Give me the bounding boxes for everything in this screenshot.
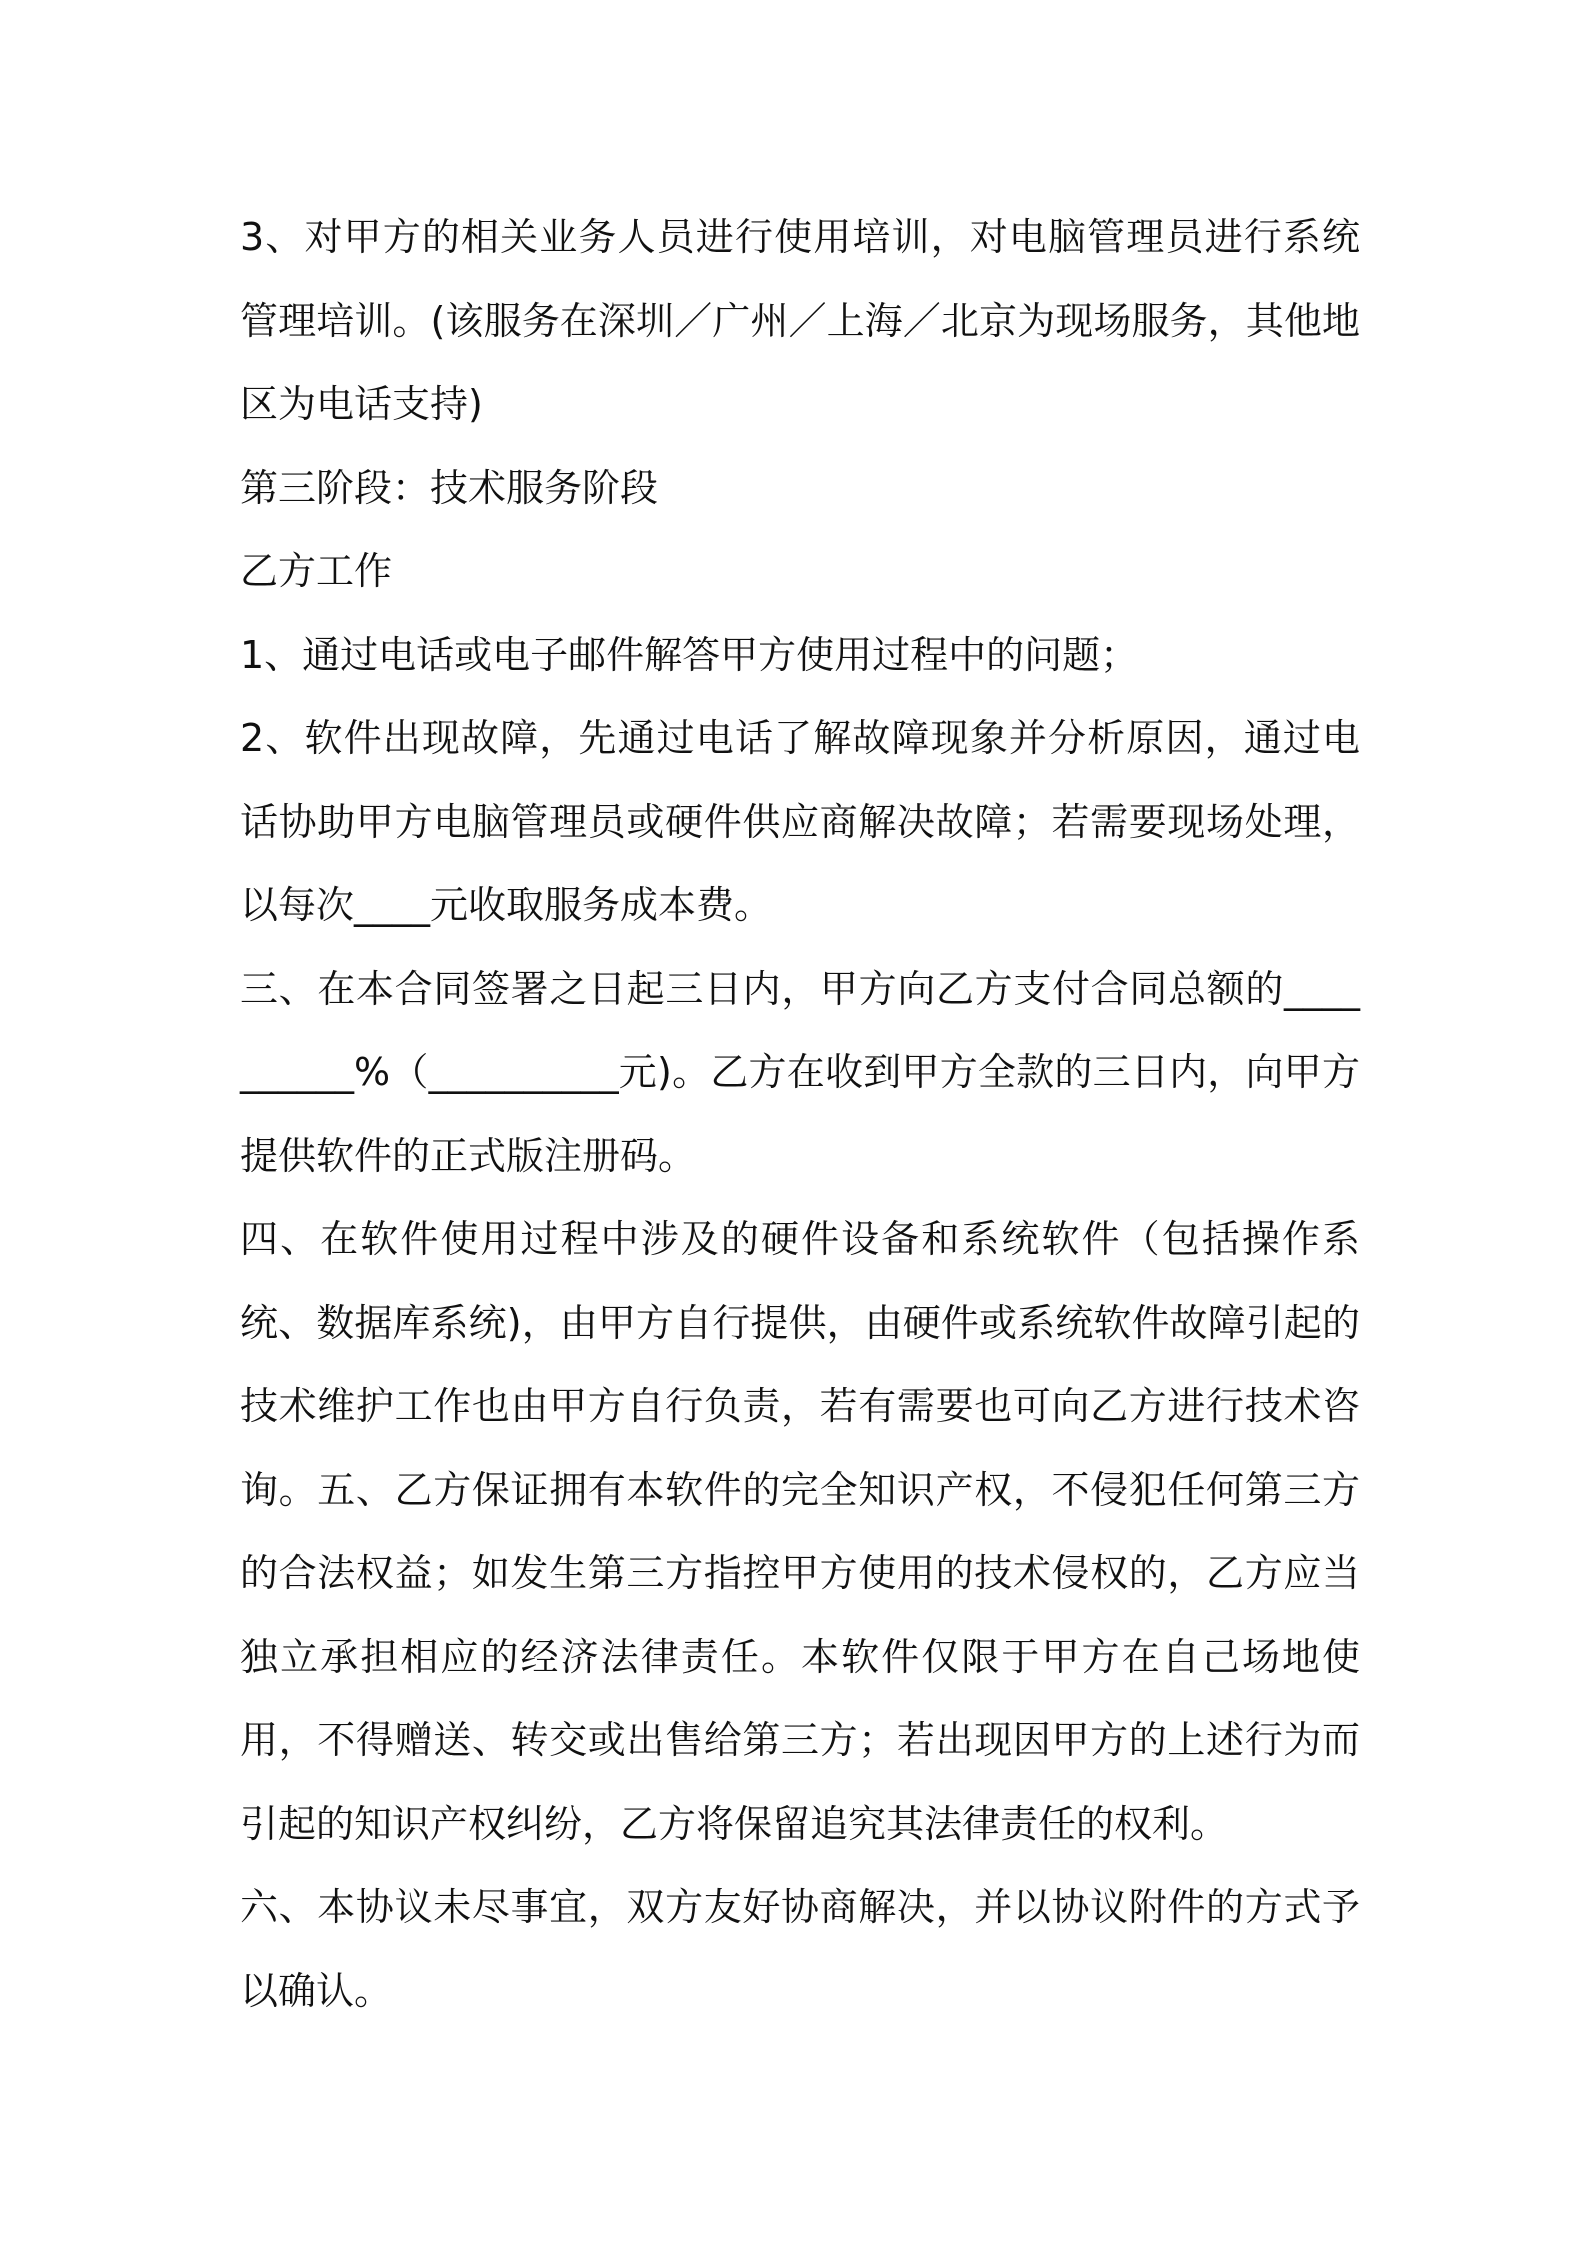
paragraph-clause-four-five: 四、在软件使用过程中涉及的硬件设备和系统软件（包括操作系统、数据库系统)，由甲方自行提供，由硬件或系统软件故障引起的技术维护工作也由甲方自行负责，若有需要也可向乙方进行技术咨询。五、乙方保证拥有本软件的完全知识产权，不侵犯任何第三方的合法权益；如发生第三方指控甲方使用的技术侵权的，乙方应当独立承担相应的经济法律责任。本软件仅限于甲方在自己场地使用，不得赠送、转交或出售给第三方；若出现因甲方的上述行为而引起的知识产权纠纷，乙方将保留追究其法律责任的权利。 [240, 1217, 1360, 1846]
paragraph-training: 3、对甲方的相关业务人员进行使用培训，对电脑管理员进行系统管理培训。(该服务在深圳／广州／上海／北京为现场服务，其他地区为电话支持) [240, 215, 1360, 426]
paragraph-stage-three-heading: 第三阶段：技术服务阶段 [240, 465, 659, 510]
paragraph-item-1: 1、通过电话或电子邮件解答甲方使用过程中的问题； [240, 632, 1139, 677]
document-body [240, 196, 1360, 2033]
paragraph-clause-three: 三、在本合同签署之日起三日内，甲方向乙方支付合同总额的__________%（__________元)。乙方在收到甲方全款的三日内，向甲方提供软件的正式版注册码。 [240, 966, 1360, 1178]
paragraph-party-b-work: 乙方工作 [240, 549, 393, 593]
paragraph-item-2: 2、软件出现故障，先通过电话了解故障现象并分析原因，通过电话协助甲方电脑管理员或硬件供应商解决故障；若需要现场处理，以每次____元收取服务成本费。 [240, 716, 1360, 927]
paragraph-clause-six: 六、本协议未尽事宜，双方友好协商解决，并以协议附件的方式予以确认。 [240, 1885, 1360, 2013]
